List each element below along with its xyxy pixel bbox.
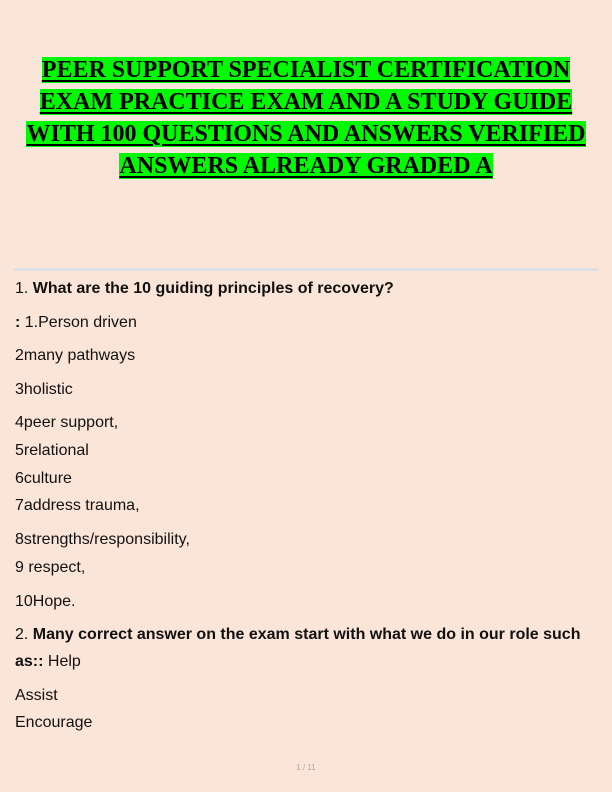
answer-item: 6culture	[15, 470, 72, 487]
answer-item: 3holistic	[15, 381, 73, 398]
question-1	[15, 279, 394, 299]
section-divider	[14, 268, 598, 271]
answer-item: 7address trauma,	[15, 497, 140, 514]
document-title	[14, 54, 598, 182]
answer-item: 10Hope.	[15, 593, 76, 610]
answer-item: Assist	[15, 687, 58, 704]
answer-item: 9 respect,	[15, 559, 86, 576]
question-text: What are the 10 guiding principles of recovery?	[32, 280, 394, 297]
answer-item: 4peer support,	[15, 414, 119, 431]
answer-prefix: :	[15, 314, 25, 331]
answer-item	[15, 313, 137, 333]
question-number: 1.	[15, 280, 33, 297]
title-line: EXAM PRACTICE EXAM AND A STUDY GUIDE	[39, 89, 573, 115]
question-2	[15, 625, 580, 645]
answer-item: 5relational	[15, 442, 89, 459]
answer-item: 8strengths/responsibility,	[15, 531, 190, 548]
answer-text: 1.Person driven	[24, 314, 137, 331]
question-2-continued	[15, 652, 81, 672]
answer-item: Encourage	[15, 714, 93, 731]
page-number: 1 / 11	[296, 763, 316, 772]
title-line: PEER SUPPORT SPECIALIST CERTIFICATION	[41, 57, 571, 83]
question-text: as::	[15, 653, 44, 670]
title-line: WITH 100 QUESTIONS AND ANSWERS VERIFIED	[26, 121, 586, 147]
question-text: Many correct answer on the exam start with what we do in our role such	[32, 626, 581, 643]
title-line: ANSWERS ALREADY GRADED A	[119, 153, 493, 179]
answer-text: Help	[43, 653, 81, 670]
answer-item: 2many pathways	[15, 347, 136, 364]
question-number: 2.	[15, 626, 33, 643]
